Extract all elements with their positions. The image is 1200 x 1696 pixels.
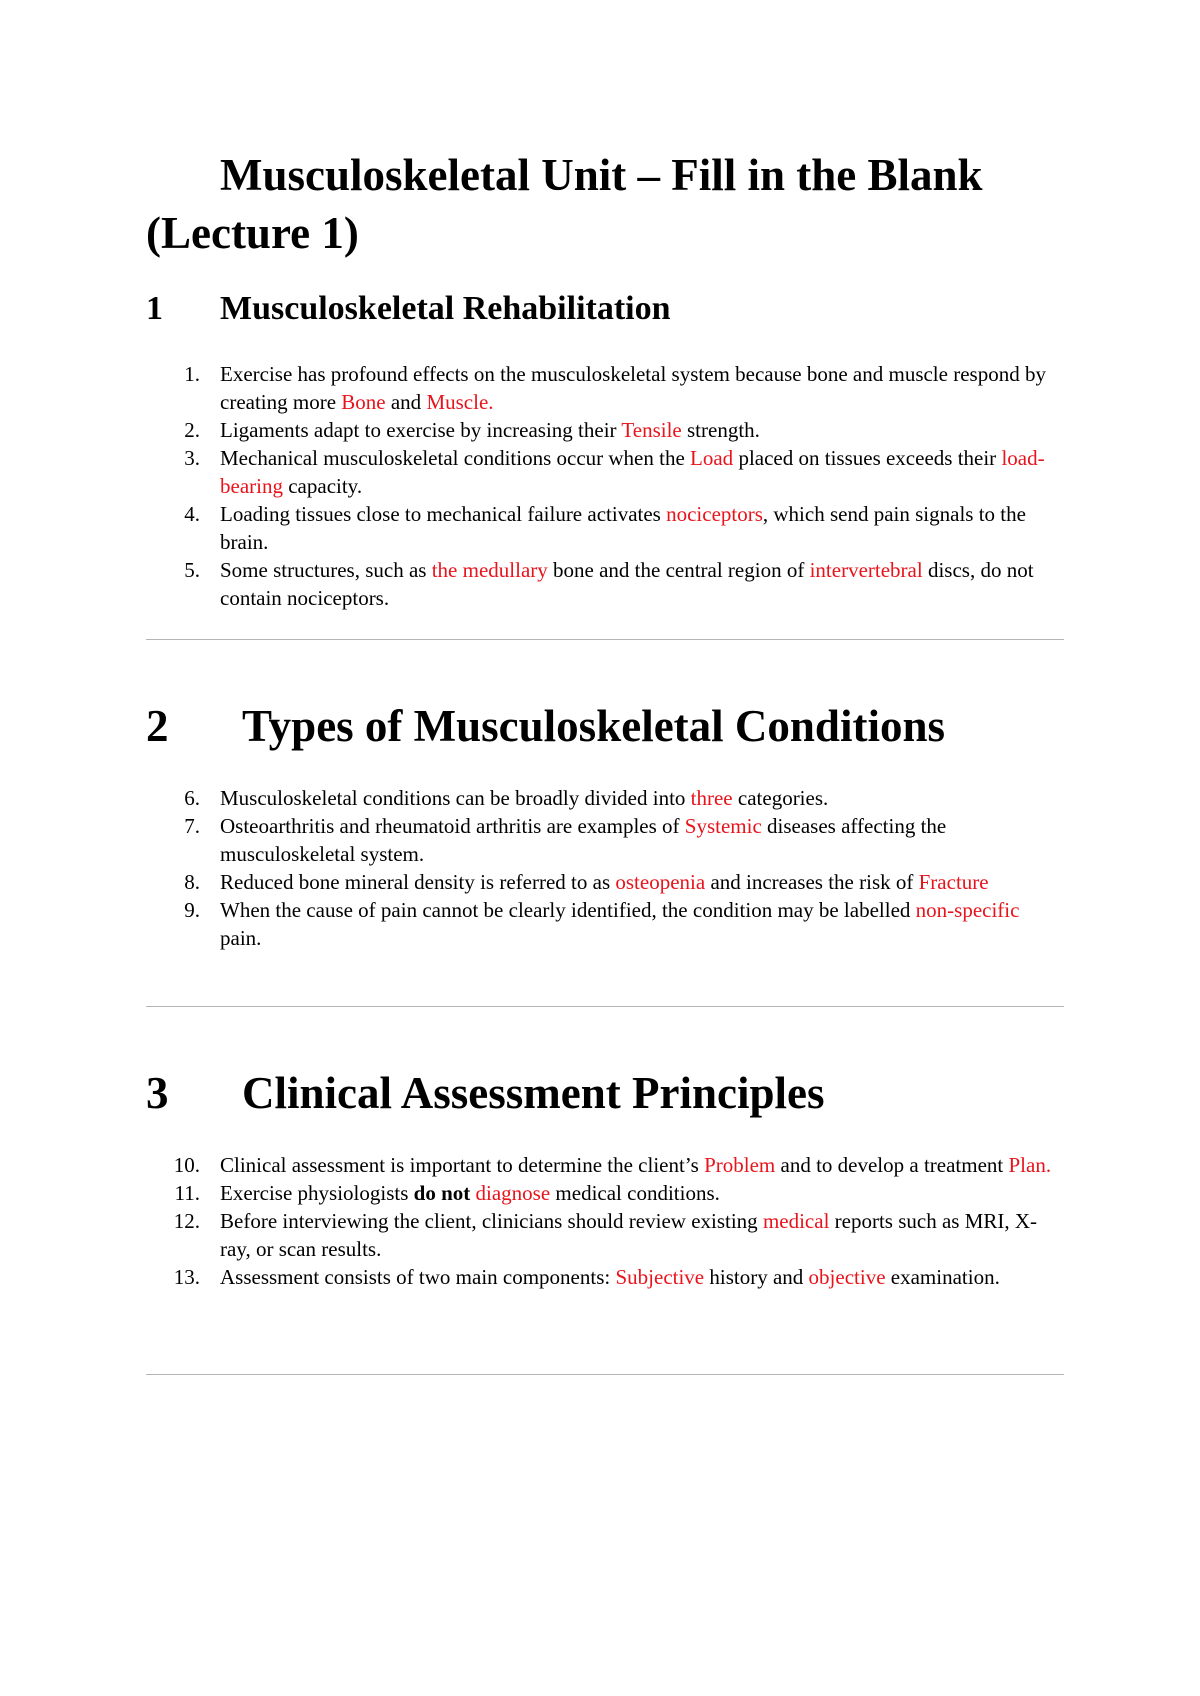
- answer-text: non-specific: [915, 898, 1020, 922]
- item-number: 9.: [184, 898, 200, 922]
- section-number: 2: [146, 701, 169, 751]
- section-number: 3: [146, 1068, 169, 1118]
- answer-text: Systemic: [684, 814, 762, 838]
- answer-text: medical: [762, 1209, 830, 1233]
- section-divider: [146, 1374, 1064, 1375]
- item-text: Mechanical musculoskeletal conditions occur when the: [220, 446, 691, 470]
- item-text: Loading tissues close to mechanical failure activates: [220, 502, 667, 526]
- question-list-3: [146, 1151, 1064, 1291]
- list-item: [146, 868, 1064, 896]
- item-text: Clinical assessment is important to determine the client’s: [220, 1153, 705, 1177]
- item-text: reports such as MRI, X-ray, or scan results.: [220, 1209, 1038, 1261]
- item-number: 8.: [184, 870, 200, 894]
- answer-text: Tensile: [621, 418, 682, 442]
- item-text: Exercise physiologists: [220, 1181, 414, 1205]
- answer-text: diagnose: [475, 1181, 551, 1205]
- item-text: Before interviewing the client, clinicians should review existing: [220, 1209, 763, 1233]
- answer-text: three: [690, 786, 733, 810]
- item-number: 3.: [184, 446, 200, 470]
- answer-text: Fracture: [918, 870, 989, 894]
- item-text: , which send pain signals to the brain.: [220, 502, 1026, 554]
- section-heading-2: [146, 700, 945, 752]
- question-list-1: [146, 360, 1064, 612]
- item-text: When the cause of pain cannot be clearly identified, the condition may be labelled: [220, 898, 916, 922]
- item-text: categories.: [732, 786, 829, 810]
- answer-text: Load: [690, 446, 734, 470]
- section-title: Musculoskeletal Rehabilitation: [220, 290, 671, 327]
- answer-text: Muscle.: [426, 390, 494, 414]
- item-text: examination.: [885, 1265, 1000, 1289]
- item-text: and increases the risk of: [705, 870, 919, 894]
- section-number: 1: [146, 290, 163, 327]
- item-text: and to develop a treatment: [775, 1153, 1009, 1177]
- item-number: 4.: [184, 502, 200, 526]
- item-text: capacity.: [282, 474, 363, 498]
- item-text: Osteoarthritis and rheumatoid arthritis are examples of: [220, 814, 685, 838]
- item-number: 13.: [173, 1265, 200, 1289]
- answer-text: objective: [808, 1265, 886, 1289]
- list-item: [146, 812, 1064, 868]
- section-heading-1: [146, 289, 671, 329]
- list-item: [146, 1263, 1064, 1291]
- item-number: 11.: [174, 1181, 200, 1205]
- section-title: Clinical Assessment Principles: [242, 1068, 825, 1118]
- item-text: pain.: [220, 926, 262, 950]
- item-number: 2.: [184, 418, 200, 442]
- answer-text: the medullary: [431, 558, 548, 582]
- list-item: [146, 444, 1064, 500]
- list-item: [146, 1207, 1064, 1263]
- item-text: discs, do not contain nociceptors.: [220, 558, 1034, 610]
- item-number: 6.: [184, 786, 200, 810]
- list-item: [146, 1151, 1064, 1179]
- list-item: [146, 556, 1064, 612]
- answer-text: Subjective: [615, 1265, 705, 1289]
- answer-text: Plan.: [1008, 1153, 1052, 1177]
- answer-text: load-bearing: [220, 446, 1045, 498]
- answer-text: osteopenia: [615, 870, 706, 894]
- question-list-2: [146, 784, 1064, 952]
- item-number: 5.: [184, 558, 200, 582]
- item-text: Ligaments adapt to exercise by increasing their: [220, 418, 622, 442]
- answer-text: nociceptors: [666, 502, 763, 526]
- section-divider: [146, 639, 1064, 640]
- item-text: bone and the central region of: [547, 558, 810, 582]
- list-item: [146, 500, 1064, 556]
- list-item: [146, 784, 1064, 812]
- list-item: [146, 416, 1064, 444]
- list-item: [146, 896, 1064, 952]
- item-text: Assessment consists of two main components:: [220, 1265, 616, 1289]
- list-item: [146, 1179, 1064, 1207]
- section-heading-3: [146, 1067, 825, 1119]
- document-title: Musculoskeletal Unit – Fill in the Blank (Lecture 1): [146, 150, 983, 258]
- item-text: Some structures, such as: [220, 558, 432, 582]
- item-text: Musculoskeletal conditions can be broadly divided into: [220, 786, 691, 810]
- item-text: diseases affecting the musculoskeletal system.: [220, 814, 947, 866]
- list-item: [146, 360, 1064, 416]
- item-text: medical conditions.: [550, 1181, 720, 1205]
- item-number: 1.: [184, 362, 200, 386]
- answer-text: Bone: [341, 390, 386, 414]
- item-number: 7.: [184, 814, 200, 838]
- section-divider: [146, 1006, 1064, 1007]
- item-text: Exercise has profound effects on the musculoskeletal system because bone and muscle respond by creating more: [220, 362, 1046, 414]
- answer-text: Problem: [704, 1153, 776, 1177]
- item-number: 12.: [173, 1209, 200, 1233]
- item-number: 10.: [173, 1153, 200, 1177]
- item-text: placed on tissues exceeds their: [733, 446, 1002, 470]
- item-text: history and: [704, 1265, 809, 1289]
- emphasis-text: do not: [413, 1181, 471, 1205]
- item-text: Reduced bone mineral density is referred to as: [220, 870, 616, 894]
- section-title: Types of Musculoskeletal Conditions: [242, 701, 945, 751]
- answer-text: intervertebral: [809, 558, 923, 582]
- item-text: and: [385, 390, 427, 414]
- item-text: strength.: [681, 418, 760, 442]
